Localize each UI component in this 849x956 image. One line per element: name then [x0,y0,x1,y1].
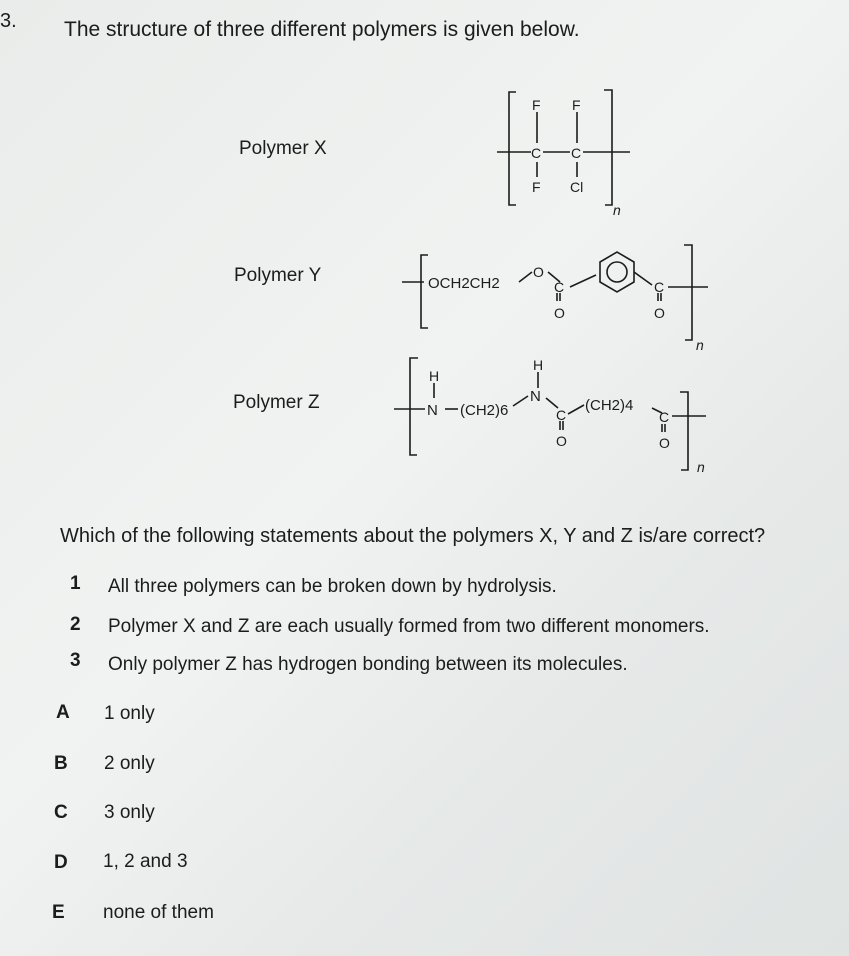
polymer-x-structure [497,90,630,205]
polymer-z-ch2-4: (CH2)4 [585,397,634,414]
polymer-z-c1: C [556,407,567,423]
polymer-x-f-top-right: F [572,97,581,113]
polymer-z-n2: N [530,388,541,405]
polymer-z-n1: N [427,402,438,419]
polymer-y-c2: C [654,279,665,295]
polymer-z-label: Polymer Z [233,392,320,413]
polymer-z-ch2-6: (CH2)6 [460,402,509,419]
polymer-y-o2: O [654,305,665,321]
polymer-x-bracket-right [604,90,612,205]
polymer-y-och2ch2: OCH2CH2 [428,275,500,292]
question-intro: The structure of three different polymers is given below. [64,18,580,41]
statement-number: 3 [70,650,81,671]
polymer-x-f-top-left: F [532,97,541,113]
polymer-y-label: Polymer Y [234,265,322,286]
polymer-x-c1: C [531,145,542,161]
statement-text: All three polymers can be broken down by hydrolysis. [108,576,557,597]
question-number: 3. [0,10,17,32]
option-a-text[interactable]: 1 only [104,703,155,724]
polymer-y-bracket-left [421,255,428,328]
option-b-text[interactable]: 2 only [104,753,155,774]
polymer-z-c2: C [659,409,670,425]
polymer-y-c1: C [554,279,565,295]
option-d-text[interactable]: 1, 2 and 3 [103,851,188,872]
option-letter: A [56,702,70,723]
polymer-y-ester-o: O [533,264,544,280]
polymer-z-h1: H [429,368,440,384]
polymer-z-h2: H [533,357,544,373]
polymer-x-c2: C [571,145,582,161]
polymer-y-bracket-right [684,245,692,340]
polymer-x-cl: Cl [570,179,584,195]
statement-number: 2 [70,614,81,635]
polymer-x-bracket-left [509,92,516,205]
option-c-text[interactable]: 3 only [104,802,155,823]
polymer-z-o2: O [659,435,670,451]
polymer-x-f-bottom: F [532,179,541,195]
question-prompt: Which of the following statements about the polymers X, Y and Z is/are correct? [60,525,766,547]
polymer-z-n-subscript: n [697,459,705,475]
option-letter: C [54,802,68,823]
polymer-x-n-subscript: n [613,202,621,218]
polymer-z-bracket-left [410,358,418,455]
polymer-z-o1: O [556,433,567,449]
statement-number: 1 [70,573,81,594]
option-letter: D [54,852,68,873]
option-letter: E [52,902,65,923]
polymer-x-label: Polymer X [239,138,327,159]
polymer-y-o1: O [554,305,565,321]
option-e-text[interactable]: none of them [103,902,214,923]
statement-text: Polymer X and Z are each usually formed from two different monomers. [108,616,710,637]
polymer-z-bracket-right [680,392,688,470]
option-letter: B [54,753,68,774]
statement-text: Only polymer Z has hydrogen bonding between its molecules. [108,654,628,675]
polymer-y-n-subscript: n [696,337,704,353]
